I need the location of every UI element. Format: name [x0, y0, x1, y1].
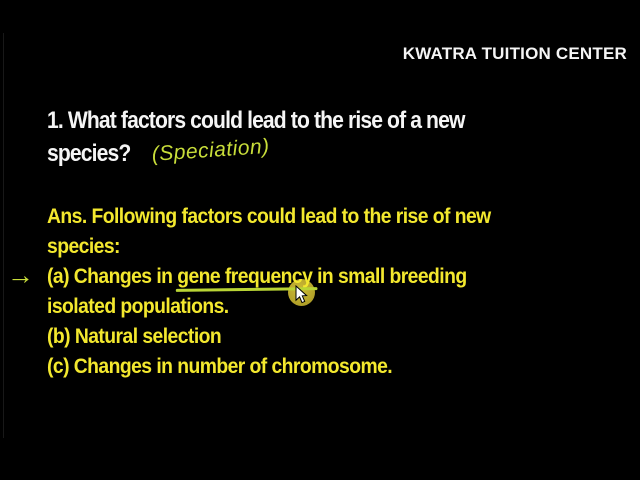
answer-item-b: (b) Natural selection	[47, 325, 222, 348]
brand-title: KWATRA TUITION CENTER	[402, 44, 627, 63]
question-line-1: 1. What factors could lead to the rise of a new	[47, 107, 465, 134]
item-a-prefix: (a) Changes in	[47, 265, 178, 288]
question-line-2: species?	[47, 140, 131, 167]
answer-item-a-line-1	[47, 266, 467, 287]
answer-item-c: (c) Changes in number of chromosome.	[47, 355, 393, 378]
answer-intro-line-2: species:	[47, 235, 120, 258]
handwritten-annotation-speciation: (Speciation)	[151, 134, 271, 166]
mouse-cursor-icon	[295, 285, 309, 305]
item-a-underlined-term: gene frequency	[177, 265, 313, 288]
item-a-suffix: in small breeding	[312, 265, 467, 288]
slide-edge-line	[3, 33, 4, 438]
answer-item-a-line-2: isolated populations.	[47, 295, 229, 318]
answer-intro-line-1: Ans. Following factors could lead to the rise of new	[47, 205, 491, 228]
handwritten-arrow-icon: →	[7, 260, 34, 290]
